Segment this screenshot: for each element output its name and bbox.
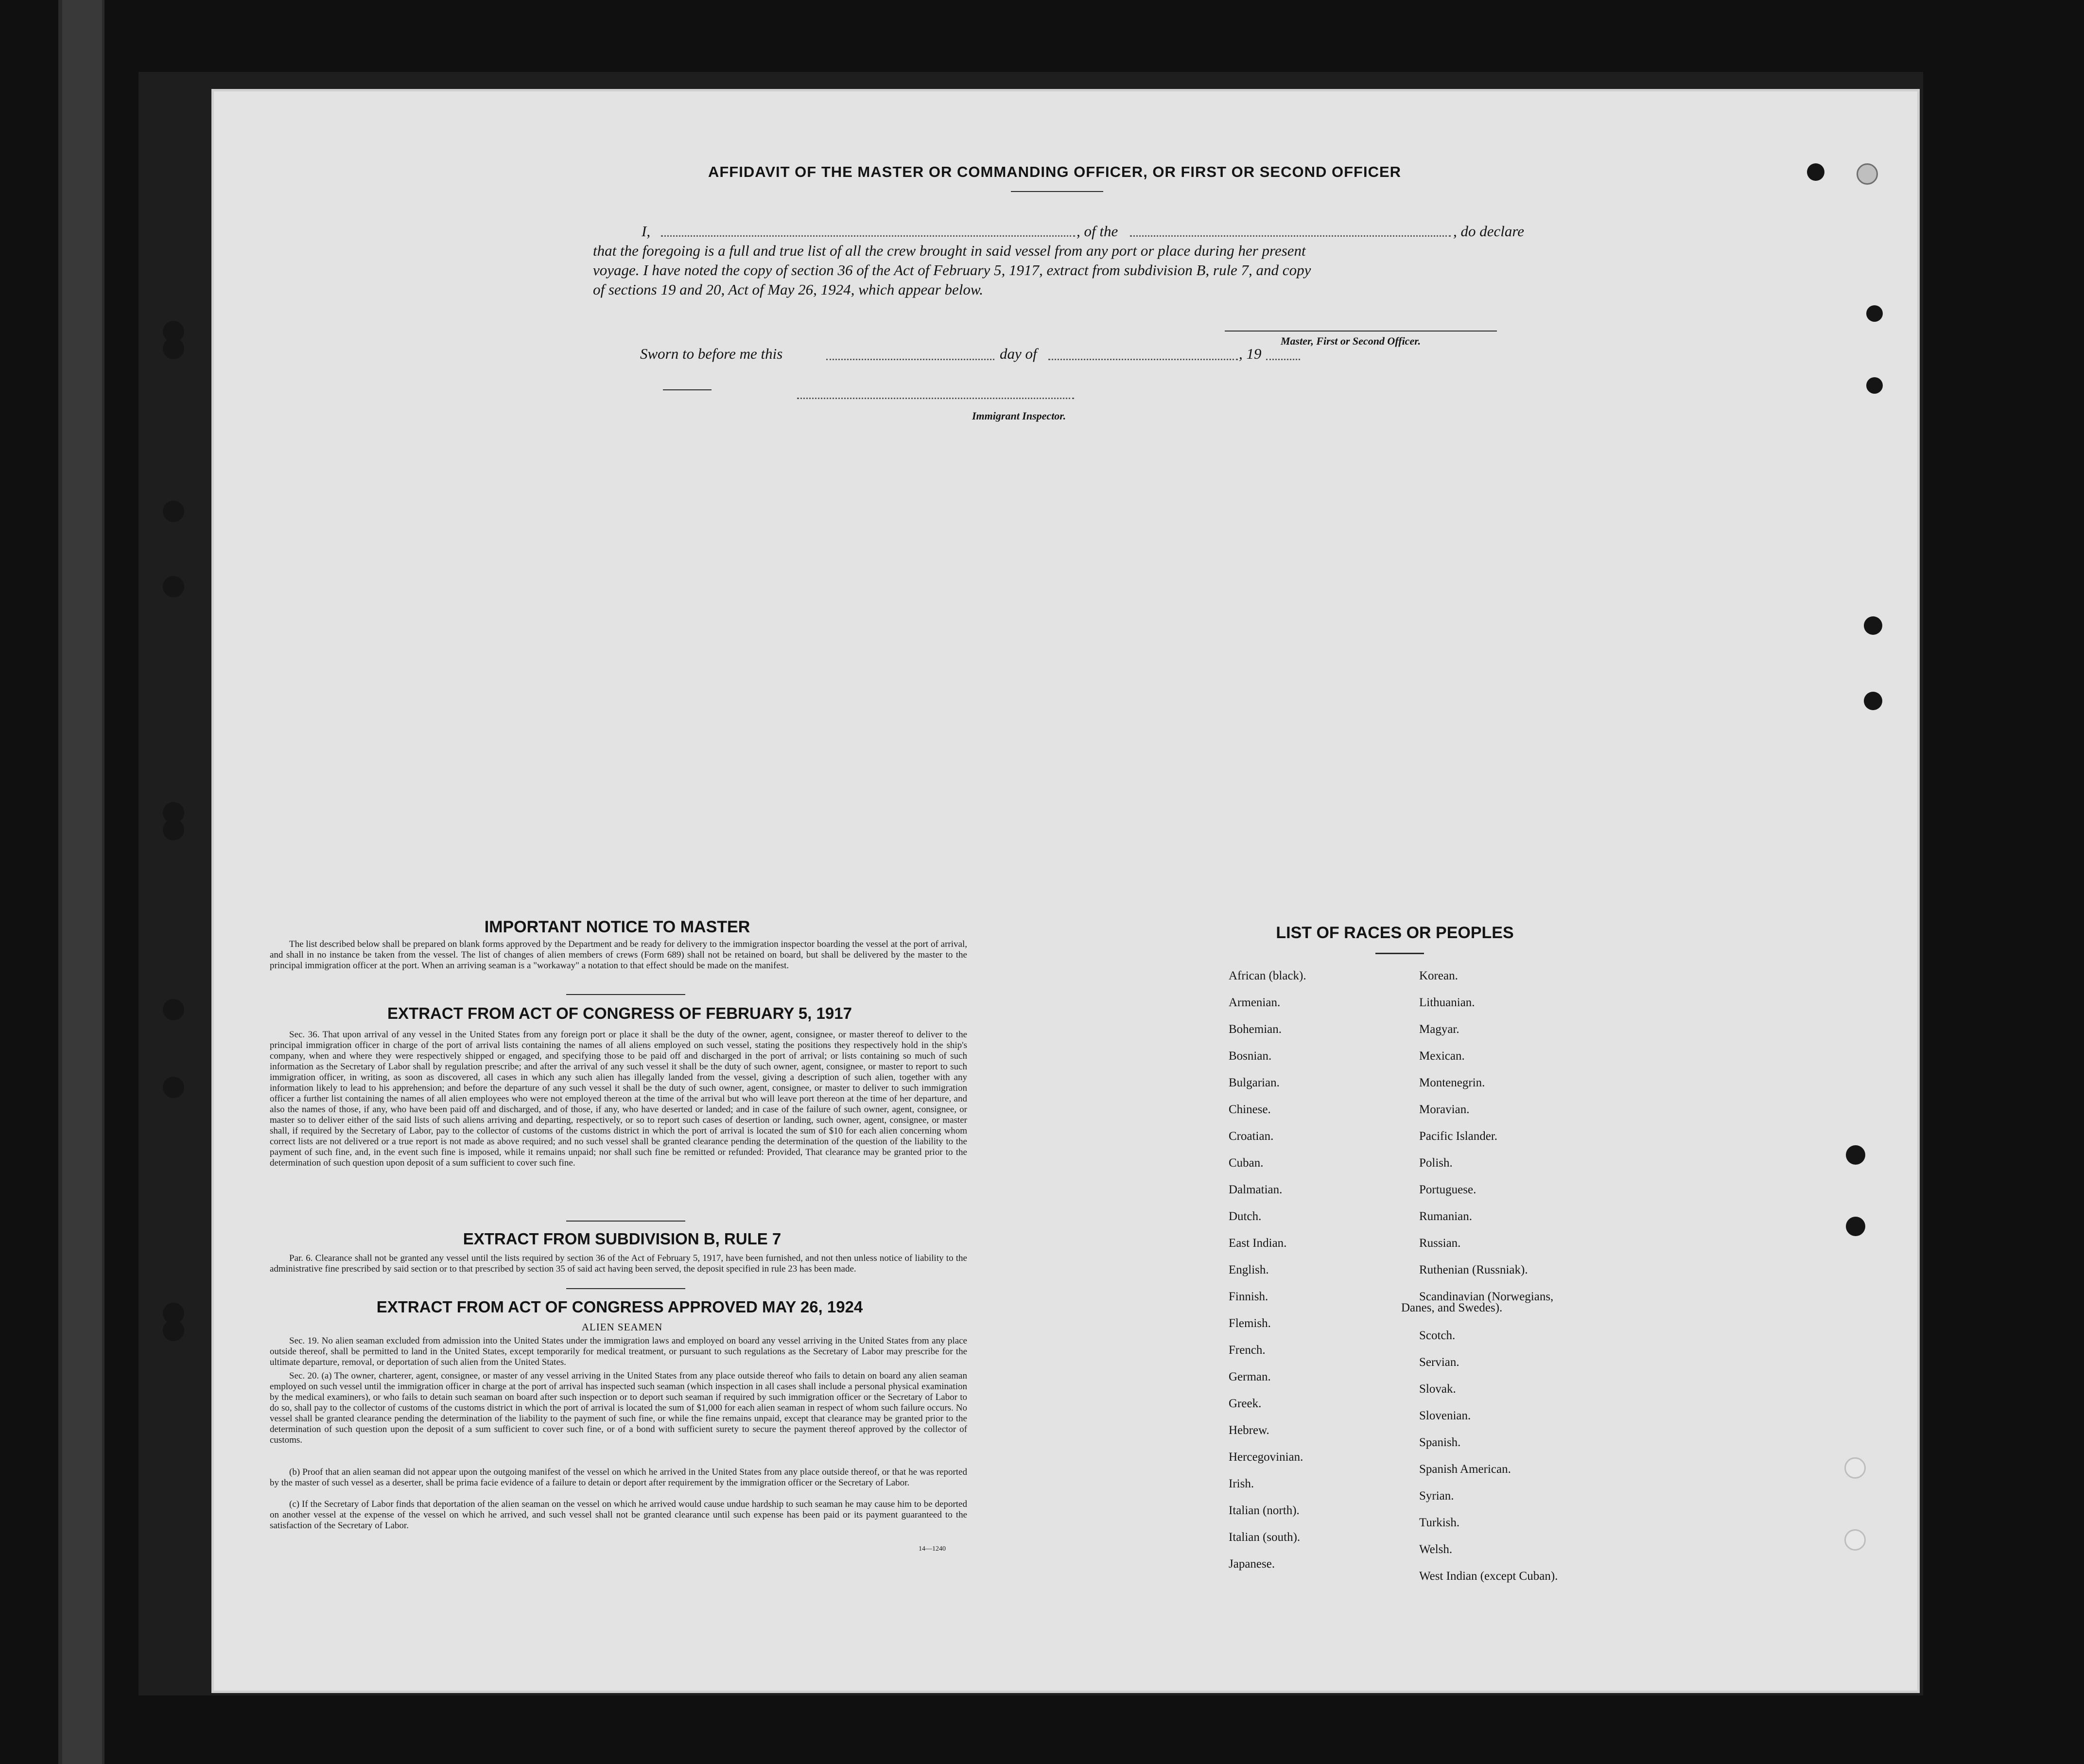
act1924-sec20c: (c) If the Secretary of Labor finds that deportation of the alien seaman on the vessel on which he arrived would cause undue hardship to such seaman he may cause him to be deported on another vessel at the expense of the vessel on which he arrived, and such vessel shall not be granted clearance until such expense has been paid or its payment guaranteed to the satisfaction of the Secretary of Labor. xyxy=(270,1499,967,1531)
i-label: I, xyxy=(642,223,651,240)
affidavit-line4: of sections 19 and 20, Act of May 26, 1924, which appear below. xyxy=(593,281,984,298)
race-item: Irish. xyxy=(1229,1477,1254,1490)
title-rule xyxy=(1011,191,1103,192)
form-number: 14—1240 xyxy=(919,1545,946,1553)
sworn-year-field[interactable] xyxy=(1266,359,1300,360)
act1917-title: EXTRACT FROM ACT OF CONGRESS OF FEBRUARY 5, 1917 xyxy=(387,1004,852,1022)
binder-hole xyxy=(163,338,184,359)
notice-title: IMPORTANT NOTICE TO MASTER xyxy=(484,918,750,936)
race-item: Spanish American. xyxy=(1419,1463,1511,1476)
affidavit-line1 xyxy=(642,222,1525,241)
punch-hole xyxy=(1864,692,1882,710)
race-item: Chinese. xyxy=(1229,1103,1271,1116)
binder-hole xyxy=(163,819,184,840)
race-item: Italian (north). xyxy=(1229,1504,1300,1517)
punch-hole xyxy=(1857,163,1878,185)
inspector-caption: Immigrant Inspector. xyxy=(972,410,1066,422)
binder-hole xyxy=(163,501,184,522)
punch-hole xyxy=(1864,616,1882,635)
race-item: Portuguese. xyxy=(1419,1183,1476,1196)
left-strip-highlight xyxy=(62,0,102,1764)
day-of-label: day of xyxy=(1000,345,1037,362)
races-title-rule xyxy=(1375,953,1424,954)
race-item: Cuban. xyxy=(1229,1156,1264,1170)
race-item: East Indian. xyxy=(1229,1237,1287,1250)
race-item: Spanish. xyxy=(1419,1436,1461,1449)
race-item: Slovak. xyxy=(1419,1382,1456,1396)
punch-hole xyxy=(1866,305,1883,322)
year-label: , 19 xyxy=(1239,345,1262,362)
race-item: Scotch. xyxy=(1419,1329,1456,1342)
race-item: Bohemian. xyxy=(1229,1023,1282,1036)
race-item: Hebrew. xyxy=(1229,1424,1269,1437)
declare-label: , do declare xyxy=(1453,223,1525,240)
race-item: Korean. xyxy=(1419,969,1458,982)
affidavit-title: AFFIDAVIT OF THE MASTER OR COMMANDING OFFICER, OR FIRST OR SECOND OFFICER xyxy=(708,163,1402,180)
race-item: Lithuanian. xyxy=(1419,996,1475,1009)
punch-hole xyxy=(1846,1217,1865,1236)
races-title: LIST OF RACES OR PEOPLES xyxy=(1276,924,1514,942)
affidavit-line3: voyage. I have noted the copy of section 36 of the Act of February 5, 1917, extract from subdivision B, rule 7, and copy xyxy=(593,262,1311,279)
race-item: Russian. xyxy=(1419,1237,1461,1250)
master-signature-caption: Master, First or Second Officer. xyxy=(1281,335,1421,347)
race-item: Slovenian. xyxy=(1419,1409,1471,1422)
act1917-body: Sec. 36. That upon arrival of any vessel in the United States from any foreign port or place it shall be the duty of the owner, agent, consignee, or master thereof to deliver to the principal immigration officer in charge of the port of arrival lists containing the names of all aliens employed on such vessel, stating the positions they respectively hold in the ship's company, when and where they were respectively shipped or engaged, and specifying those to be paid off and discharged in the port of arrival; or lists containing so much of such information as the Secretary of Labor shall by regulation prescribe; and after the arrival of any such vessel it shall be the duty of such owner, agent, consignee, or master to report to such immigration officer, in writing, as soon as discovered, all cases in which any such alien has illegally landed from the vessel, giving a description of such alien, together with any information likely to lead to his apprehension; and before the departure of any such vessel it shall be the duty of such owner, agent, consignee, or master to deliver to such immigration officer a further list containing the names of all alien employees who were not employed thereon at the time of the arrival but who will leave port thereon at the time of her departure, and also the names of those, if any, who have been paid off and discharged, and of those, if any, who have deserted or landed; and in case of the failure of such owner, agent, consignee, or master so to deliver either of the said lists of such aliens arriving and departing, respectively, or so to report such cases of desertion or landing, such owner, agent, consignee, or master shall, if required by the Secretary of Labor, pay to the collector of customs of the customs district in which the port of arrival is located the sum of $10 for each alien concerning whom correct lists are not delivered or a true report is not made as above required; and no such vessel shall be granted clearance pending the determination of the question of the liability to the payment of such fine, and, in the event such fine is imposed, while it remains unpaid; nor shall such fine be remitted or refunded: Provided, That clearance may be granted prior to the determination of such question upon deposit of a sum sufficient to cover such fine. xyxy=(270,1030,967,1168)
document-sheet xyxy=(214,91,1917,1691)
punch-hole xyxy=(1844,1457,1866,1479)
race-item: English. xyxy=(1229,1263,1269,1276)
sworn-label: Sworn to before me this xyxy=(640,345,783,362)
race-item: Bosnian. xyxy=(1229,1049,1272,1063)
rule7-title: EXTRACT FROM SUBDIVISION B, RULE 7 xyxy=(463,1230,782,1248)
name-field[interactable] xyxy=(661,235,1075,237)
race-item: Italian (south). xyxy=(1229,1531,1301,1544)
binder-hole xyxy=(163,1077,184,1098)
sworn-day-field[interactable] xyxy=(826,359,994,360)
binder-hole xyxy=(163,999,184,1020)
race-item: Ruthenian (Russniak). xyxy=(1419,1263,1528,1276)
vessel-field[interactable] xyxy=(1130,235,1451,237)
race-item: Japanese. xyxy=(1229,1557,1275,1571)
sworn-line xyxy=(640,344,1418,364)
race-item: Danes, and Swedes). xyxy=(1401,1301,1503,1314)
race-item: French. xyxy=(1229,1344,1266,1357)
punch-hole xyxy=(1844,1529,1866,1551)
notice-body: The list described below shall be prepared on blank forms approved by the Department and be ready for delivery to the immigration inspector boarding the vessel at the port of arrival, and shall in no instance be taken from the vessel. The list of changes of alien members of crews (Form 689) shall not be retained on board, but shall be delivered by the master to the principal immigration officer at the port. When an arriving seaman is a "workaway" a notation to that effect should be made on the manifest. xyxy=(270,939,967,971)
race-item: Syrian. xyxy=(1419,1489,1454,1502)
race-item: Scandinavian (Norwegians, xyxy=(1419,1290,1554,1303)
of-the-label: , of the xyxy=(1077,223,1118,240)
race-item: Polish. xyxy=(1419,1156,1453,1170)
binder-hole xyxy=(163,1320,184,1341)
section-rule xyxy=(566,1221,685,1222)
race-item: West Indian (except Cuban). xyxy=(1419,1570,1558,1583)
affidavit-line2: that the foregoing is a full and true list of all the crew brought in said vessel from any port or place during her present xyxy=(593,242,1306,259)
section-rule xyxy=(566,1288,685,1289)
act1924-sec20b: (b) Proof that an alien seaman did not appear upon the outgoing manifest of the vessel on which he arrived in the United States from any place outside thereof, or that he was reported by the master of such vessel as a deserter, shall be prima facie evidence of a failure to detain or deport after requirement by the immigration officer or the Secretary of Labor. xyxy=(270,1467,967,1488)
race-item: Hercegovinian. xyxy=(1229,1450,1303,1464)
act1924-sec19: Sec. 19. No alien seaman excluded from admission into the United States under the immigration laws and employed on board any vessel arriving in the United States from any place outside thereof, shall be permitted to land in the United States, except temporarily for medical treatment, or pursuant to such regulations as the Secretary of Labor may prescribe for the ultimate departure, removal, or deportation of such alien from the United States. xyxy=(270,1336,967,1367)
small-dash xyxy=(663,389,712,390)
race-item: Mexican. xyxy=(1419,1049,1465,1063)
punch-hole xyxy=(1807,163,1824,181)
race-item: Croatian. xyxy=(1229,1130,1274,1143)
race-item: Montenegrin. xyxy=(1419,1076,1485,1089)
race-item: Bulgarian. xyxy=(1229,1076,1280,1089)
race-item: Welsh. xyxy=(1419,1543,1453,1556)
race-item: Greek. xyxy=(1229,1397,1262,1410)
race-item: Moravian. xyxy=(1419,1103,1470,1116)
race-item: Servian. xyxy=(1419,1356,1459,1369)
act1924-sec20a: Sec. 20. (a) The owner, charterer, agent, consignee, or master of any vessel arriving in the United States from any place outside thereof who fails to detain on board any alien seaman employed on such vessel until the immigration officer in charge at the port of arrival has inspected such seaman (which inspection in all cases shall include a personal physical examination by the medical examiners), or who fails to detain such seaman on board after such inspection or to deport such seaman if required by such immigration officer or the Secretary of Labor to do so, shall pay to the collector of customs of the customs district in which the port of arrival is located the sum of $1,000 for each alien seaman in respect of whom such failure occurs. No vessel shall be granted clearance pending the determination of the liability to the payment of such fine, or while the fine remains unpaid, except that clearance may be granted prior to the determination of such question upon the deposit of a sum sufficient to cover such fine, or of a bond with sufficient surety to secure the payment thereof approved by the collector of customs. xyxy=(270,1371,967,1445)
race-item: Dalmatian. xyxy=(1229,1183,1283,1196)
race-item: Finnish. xyxy=(1229,1290,1268,1303)
act1924-title: EXTRACT FROM ACT OF CONGRESS APPROVED MAY 26, 1924 xyxy=(376,1298,863,1316)
race-item: Armenian. xyxy=(1229,996,1281,1009)
race-item: African (black). xyxy=(1229,969,1306,982)
sworn-month-field[interactable] xyxy=(1048,359,1238,360)
punch-hole xyxy=(1866,377,1883,394)
rule7-body: Par. 6. Clearance shall not be granted any vessel until the lists required by section 36 of the Act of February 5, 1917, have been furnished, and not then unless notice of liability to the administrative fine prescribed by said section or to that prescribed by section 35 of said act having been served, the deposit specified in rule 23 has been made. xyxy=(270,1253,967,1274)
race-item: Rumanian. xyxy=(1419,1210,1473,1223)
race-item: Flemish. xyxy=(1229,1317,1271,1330)
punch-hole xyxy=(1846,1145,1865,1165)
section-rule xyxy=(566,994,685,995)
race-item: Dutch. xyxy=(1229,1210,1262,1223)
race-item: Turkish. xyxy=(1419,1516,1460,1529)
binder-hole xyxy=(163,576,184,597)
act1924-subtitle: ALIEN SEAMEN xyxy=(581,1321,663,1333)
race-item: Magyar. xyxy=(1419,1023,1459,1036)
inspector-signature-line[interactable] xyxy=(797,398,1074,399)
race-item: German. xyxy=(1229,1370,1271,1383)
race-item: Pacific Islander. xyxy=(1419,1130,1498,1143)
